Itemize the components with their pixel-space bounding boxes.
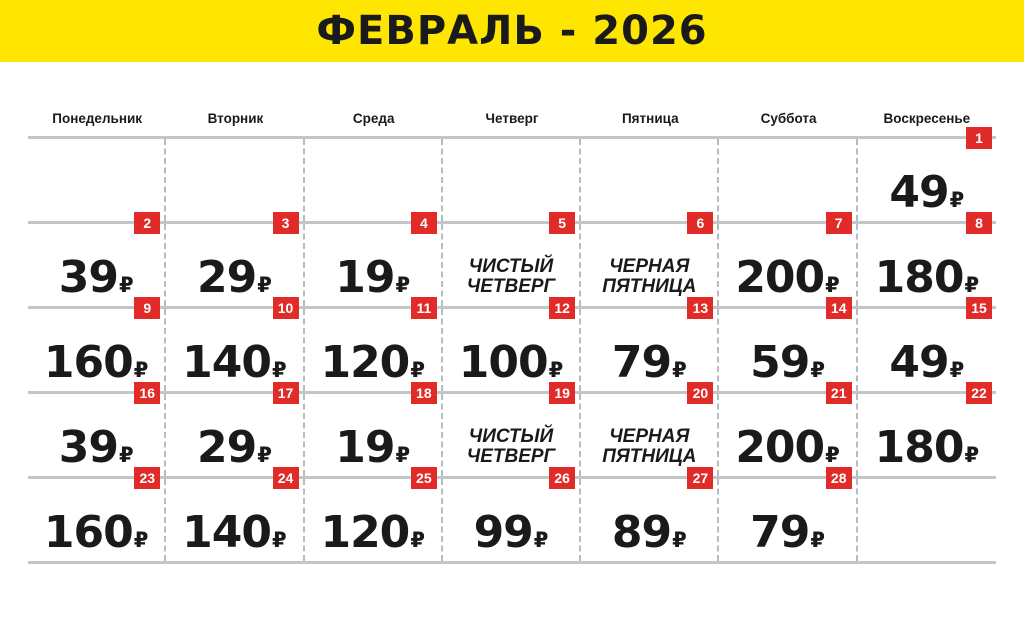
day-event-label: ЧЕРНАЯ ПЯТНИЦА: [602, 255, 697, 298]
ruble-symbol: ₽: [949, 188, 965, 212]
day-price: [750, 337, 825, 388]
day-event-label: ЧИСТЫЙ ЧЕТВЕРГ: [466, 255, 556, 298]
calendar-cell-day[interactable]: [305, 215, 443, 306]
price-amount: 120: [320, 507, 410, 558]
calendar-cell-day[interactable]: [581, 385, 719, 476]
weekday-label-saturday: Суббота: [760, 110, 817, 126]
calendar-cell-day[interactable]: [28, 300, 166, 391]
price-amount: 79: [750, 507, 810, 558]
day-price: [889, 167, 965, 218]
price-amount: 29: [196, 252, 257, 303]
calendar-cell-day[interactable]: [305, 385, 443, 476]
day-event-label: ЧИСТЫЙ ЧЕТВЕРГ: [466, 425, 556, 468]
day-number-badge: 19: [549, 382, 575, 404]
day-number-badge: 25: [411, 467, 437, 489]
calendar-cell-day[interactable]: [166, 300, 304, 391]
calendar-cell-day[interactable]: [443, 470, 581, 561]
day-number-badge: 14: [826, 297, 852, 319]
ruble-symbol: ₽: [672, 528, 687, 552]
ruble-symbol: ₽: [118, 273, 134, 297]
calendar-cell-day[interactable]: [719, 470, 857, 561]
weekday-label-wednesday: Среда: [352, 110, 395, 126]
calendar-cell-day[interactable]: [443, 385, 581, 476]
price-amount: 19: [335, 252, 395, 303]
ruble-symbol: ₽: [133, 358, 149, 382]
day-number-badge: 8: [966, 212, 992, 234]
calendar-week-row: [28, 470, 996, 564]
price-amount: 39: [58, 422, 118, 473]
ruble-symbol: ₽: [810, 528, 825, 552]
day-number-badge: 3: [273, 212, 299, 234]
day-price: [874, 252, 980, 303]
ruble-symbol: ₽: [395, 273, 411, 297]
day-price: [611, 337, 687, 388]
ruble-symbol: ₽: [825, 443, 840, 467]
calendar-cell-empty: [305, 139, 443, 221]
weekday-label-thursday: Четверг: [485, 110, 539, 126]
ruble-symbol: ₽: [410, 358, 425, 382]
price-amount: 49: [889, 337, 949, 388]
day-number-badge: 5: [549, 212, 575, 234]
calendar-cell-day[interactable]: [719, 300, 857, 391]
day-price: [320, 507, 425, 558]
calendar-cell-day[interactable]: [858, 300, 996, 391]
day-number-badge: 9: [134, 297, 160, 319]
calendar-cell-day[interactable]: [719, 215, 857, 306]
price-amount: 19: [335, 422, 395, 473]
day-number-badge: 21: [826, 382, 852, 404]
day-price: [874, 422, 980, 473]
price-amount: 180: [874, 422, 964, 473]
day-number-badge: 12: [549, 297, 575, 319]
calendar-cell-day[interactable]: [166, 470, 304, 561]
day-price: [473, 507, 549, 558]
day-number-badge: 11: [411, 297, 437, 319]
day-number-badge: 23: [134, 467, 160, 489]
day-price: [43, 337, 149, 388]
calendar-cell-day[interactable]: [305, 300, 443, 391]
ruble-symbol: ₽: [949, 358, 965, 382]
day-number-badge: 24: [273, 467, 299, 489]
calendar-cell-day[interactable]: [443, 215, 581, 306]
day-price: [335, 422, 411, 473]
calendar-cell-day[interactable]: [858, 130, 996, 221]
ruble-symbol: ₽: [395, 443, 411, 467]
ruble-symbol: ₽: [118, 443, 134, 467]
calendar-grid: [28, 130, 996, 564]
ruble-symbol: ₽: [257, 443, 272, 467]
price-amount: 140: [182, 337, 272, 388]
day-price: [196, 252, 272, 303]
ruble-symbol: ₽: [672, 358, 687, 382]
day-number-badge: 10: [273, 297, 299, 319]
calendar-cell-empty: [581, 139, 719, 221]
day-number-badge: 17: [273, 382, 299, 404]
calendar-cell-day[interactable]: [719, 385, 857, 476]
calendar-cell-day[interactable]: [166, 385, 304, 476]
day-price: [58, 252, 134, 303]
weekday-label-monday: Понедельник: [52, 110, 143, 126]
ruble-symbol: ₽: [548, 358, 564, 382]
day-price: [320, 337, 425, 388]
day-number-badge: 7: [826, 212, 852, 234]
weekday-label-friday: Пятница: [621, 110, 679, 126]
day-number-badge: 4: [411, 212, 437, 234]
day-number-badge: 27: [687, 467, 713, 489]
weekday-label-sunday: Воскресенье: [883, 110, 971, 126]
price-amount: 29: [196, 422, 257, 473]
calendar-cell-day[interactable]: [28, 385, 166, 476]
ruble-symbol: ₽: [272, 358, 287, 382]
day-price: [458, 337, 564, 388]
ruble-symbol: ₽: [410, 528, 425, 552]
price-amount: 79: [611, 337, 672, 388]
page-title: ФЕВРАЛЬ - 2026: [316, 8, 708, 54]
calendar-cell-day[interactable]: [28, 215, 166, 306]
price-amount: 89: [611, 507, 672, 558]
day-price: [43, 507, 149, 558]
day-number-badge: 18: [411, 382, 437, 404]
price-amount: 140: [182, 507, 272, 558]
calendar-cell-empty: [719, 139, 857, 221]
day-number-badge: 28: [826, 467, 852, 489]
price-amount: 200: [735, 422, 825, 473]
day-number-badge: 22: [966, 382, 992, 404]
ruble-symbol: ₽: [810, 358, 825, 382]
day-event-label: ЧЕРНАЯ ПЯТНИЦА: [602, 425, 697, 468]
calendar-cell-day[interactable]: [28, 470, 166, 561]
day-number-badge: 26: [549, 467, 575, 489]
calendar-cell-empty: [443, 139, 581, 221]
price-amount: 160: [43, 507, 133, 558]
header-bar: [0, 0, 1024, 62]
price-amount: 200: [735, 252, 825, 303]
day-number-badge: 2: [134, 212, 160, 234]
ruble-symbol: ₽: [133, 528, 149, 552]
calendar-cell-day[interactable]: [858, 215, 996, 306]
day-price: [182, 337, 287, 388]
ruble-symbol: ₽: [825, 273, 840, 297]
day-price: [335, 252, 411, 303]
day-price: [196, 422, 272, 473]
ruble-symbol: ₽: [964, 273, 980, 297]
ruble-symbol: ₽: [964, 443, 980, 467]
day-number-badge: 15: [966, 297, 992, 319]
ruble-symbol: ₽: [272, 528, 287, 552]
price-amount: 39: [58, 252, 118, 303]
price-amount: 59: [750, 337, 810, 388]
price-amount: 180: [874, 252, 964, 303]
price-amount: 49: [889, 167, 949, 218]
day-number-badge: 1: [966, 127, 992, 149]
weekday-header-row: [28, 100, 996, 136]
price-amount: 99: [473, 507, 533, 558]
day-number-badge: 16: [134, 382, 160, 404]
day-number-badge: 6: [687, 212, 713, 234]
day-number-badge: 20: [687, 382, 713, 404]
day-price: [182, 507, 287, 558]
day-price: [889, 337, 965, 388]
calendar-cell-empty: [858, 479, 996, 561]
price-amount: 100: [458, 337, 548, 388]
calendar-cell-day[interactable]: [581, 215, 719, 306]
day-number-badge: 13: [687, 297, 713, 319]
day-price: [611, 507, 687, 558]
calendar-cell-empty: [28, 139, 166, 221]
weekday-label-tuesday: Вторник: [207, 110, 264, 126]
ruble-symbol: ₽: [257, 273, 272, 297]
day-price: [735, 422, 840, 473]
ruble-symbol: ₽: [533, 528, 549, 552]
price-amount: 120: [320, 337, 410, 388]
calendar-cell-day[interactable]: [305, 470, 443, 561]
calendar-cell-empty: [166, 139, 304, 221]
calendar-cell-day[interactable]: [858, 385, 996, 476]
day-price: [750, 507, 825, 558]
calendar-cell-day[interactable]: [443, 300, 581, 391]
day-price: [58, 422, 134, 473]
calendar-cell-day[interactable]: [581, 300, 719, 391]
calendar-cell-day[interactable]: [581, 470, 719, 561]
calendar-cell-day[interactable]: [166, 215, 304, 306]
calendar: [28, 100, 996, 564]
price-amount: 160: [43, 337, 133, 388]
day-price: [735, 252, 840, 303]
